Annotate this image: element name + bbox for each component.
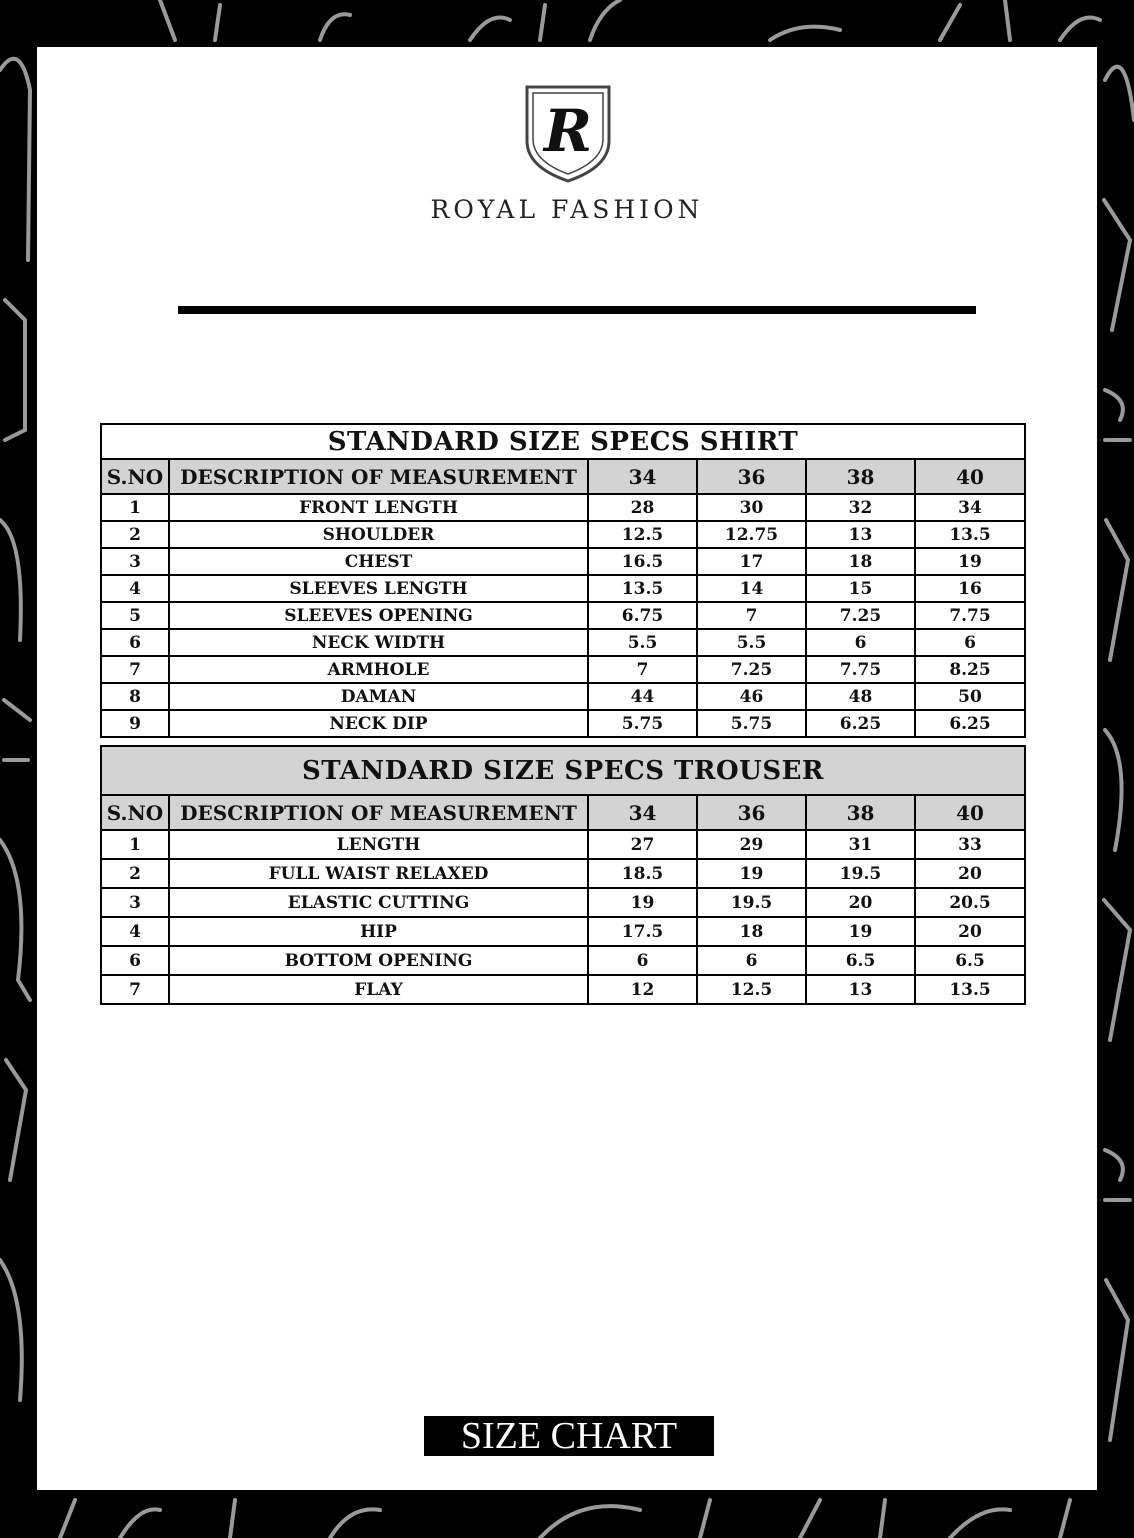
table-cell: 4 — [101, 917, 169, 946]
table-cell: SLEEVES OPENING — [169, 602, 588, 629]
table-row — [101, 975, 1025, 1004]
table-cell: 28 — [588, 494, 697, 521]
column-header: DESCRIPTION OF MEASUREMENT — [169, 459, 588, 494]
table-cell: 14 — [697, 575, 806, 602]
table-cell: 31 — [806, 830, 915, 859]
table-cell: 3 — [101, 548, 169, 575]
table-cell: 6 — [697, 946, 806, 975]
table-cell: 17 — [697, 548, 806, 575]
column-header: 38 — [806, 459, 915, 494]
table-cell: 19.5 — [806, 859, 915, 888]
table-cell: 16 — [915, 575, 1025, 602]
table-cell: 33 — [915, 830, 1025, 859]
table-row — [101, 575, 1025, 602]
table-cell: FRONT LENGTH — [169, 494, 588, 521]
table-cell: 18.5 — [588, 859, 697, 888]
table-row — [101, 548, 1025, 575]
table-cell: 6.25 — [806, 710, 915, 737]
table-cell: 6.5 — [915, 946, 1025, 975]
table-cell: 19.5 — [697, 888, 806, 917]
table-cell: BOTTOM OPENING — [169, 946, 588, 975]
table-cell: 7.25 — [806, 602, 915, 629]
table-cell: NECK DIP — [169, 710, 588, 737]
table-row — [101, 917, 1025, 946]
table-row — [101, 946, 1025, 975]
table-cell: 32 — [806, 494, 915, 521]
table-cell: 50 — [915, 683, 1025, 710]
table-cell: FULL WAIST RELAXED — [169, 859, 588, 888]
table-row — [101, 629, 1025, 656]
table-cell: 5.5 — [588, 629, 697, 656]
table-cell: DAMAN — [169, 683, 588, 710]
table-cell: 19 — [806, 917, 915, 946]
table-cell: 19 — [588, 888, 697, 917]
table-cell: 6.25 — [915, 710, 1025, 737]
table-cell: 5.5 — [697, 629, 806, 656]
table-cell: 48 — [806, 683, 915, 710]
table-row — [101, 888, 1025, 917]
table-cell: 44 — [588, 683, 697, 710]
column-header: 34 — [588, 459, 697, 494]
table-cell: 1 — [101, 494, 169, 521]
table-row — [101, 859, 1025, 888]
column-header: 36 — [697, 795, 806, 830]
table-cell: SHOULDER — [169, 521, 588, 548]
table-cell: NECK WIDTH — [169, 629, 588, 656]
table-cell: CHEST — [169, 548, 588, 575]
table-cell: 6.75 — [588, 602, 697, 629]
shirt-table-title: STANDARD SIZE SPECS SHIRT — [101, 424, 1025, 459]
table-cell: 4 — [101, 575, 169, 602]
table-cell: 6 — [915, 629, 1025, 656]
table-cell: 7.25 — [697, 656, 806, 683]
table-cell: 13.5 — [588, 575, 697, 602]
table-cell: 34 — [915, 494, 1025, 521]
table-cell: 3 — [101, 888, 169, 917]
trouser-spec-table — [100, 745, 1026, 1005]
table-cell: 5 — [101, 602, 169, 629]
logo-letter: R — [543, 97, 593, 165]
table-row — [101, 830, 1025, 859]
table-cell: 6 — [588, 946, 697, 975]
table-cell: 5.75 — [588, 710, 697, 737]
table-cell: HIP — [169, 917, 588, 946]
table-cell: 1 — [101, 830, 169, 859]
table-cell: 20 — [806, 888, 915, 917]
column-header: 40 — [915, 459, 1025, 494]
table-cell: 12.75 — [697, 521, 806, 548]
table-cell: 20 — [915, 917, 1025, 946]
table-cell: FLAY — [169, 975, 588, 1004]
column-header: 40 — [915, 795, 1025, 830]
table-cell: SLEEVES LENGTH — [169, 575, 588, 602]
table-cell: 19 — [915, 548, 1025, 575]
size-chart-card — [37, 47, 1097, 1490]
table-cell: 19 — [697, 859, 806, 888]
table-row — [101, 710, 1025, 737]
table-row — [101, 602, 1025, 629]
table-cell: LENGTH — [169, 830, 588, 859]
royal-fashion-shield-logo-icon — [523, 83, 613, 183]
size-chart-label: SIZE CHART — [424, 1416, 714, 1456]
table-cell: 13 — [806, 521, 915, 548]
table-cell: 8 — [101, 683, 169, 710]
table-cell: 13.5 — [915, 975, 1025, 1004]
table-cell: 12.5 — [697, 975, 806, 1004]
trouser-header-row — [101, 795, 1025, 830]
column-header: 36 — [697, 459, 806, 494]
table-cell: 46 — [697, 683, 806, 710]
table-cell: 5.75 — [697, 710, 806, 737]
table-cell: 17.5 — [588, 917, 697, 946]
table-row — [101, 521, 1025, 548]
table-cell: 12.5 — [588, 521, 697, 548]
table-cell: 18 — [806, 548, 915, 575]
table-cell: 13.5 — [915, 521, 1025, 548]
table-cell: 6.5 — [806, 946, 915, 975]
table-cell: 7.75 — [915, 602, 1025, 629]
table-row — [101, 683, 1025, 710]
table-cell: 15 — [806, 575, 915, 602]
table-cell: 9 — [101, 710, 169, 737]
table-cell: ELASTIC CUTTING — [169, 888, 588, 917]
table-cell: 8.25 — [915, 656, 1025, 683]
table-cell: 7 — [588, 656, 697, 683]
shirt-spec-table — [100, 423, 1026, 738]
table-cell: 13 — [806, 975, 915, 1004]
column-header: S.NO — [101, 459, 169, 494]
table-cell: 30 — [697, 494, 806, 521]
table-cell: 2 — [101, 859, 169, 888]
table-cell: 7.75 — [806, 656, 915, 683]
table-cell: 6 — [101, 946, 169, 975]
shirt-header-row — [101, 459, 1025, 494]
table-row — [101, 494, 1025, 521]
table-cell: 6 — [101, 629, 169, 656]
table-cell: 20.5 — [915, 888, 1025, 917]
table-cell: 12 — [588, 975, 697, 1004]
table-cell: 6 — [806, 629, 915, 656]
table-cell: 18 — [697, 917, 806, 946]
table-cell: 20 — [915, 859, 1025, 888]
table-cell: 7 — [101, 656, 169, 683]
table-cell: ARMHOLE — [169, 656, 588, 683]
table-cell: 29 — [697, 830, 806, 859]
column-header: 38 — [806, 795, 915, 830]
table-cell: 7 — [697, 602, 806, 629]
table-cell: 16.5 — [588, 548, 697, 575]
divider-rule — [178, 306, 976, 314]
table-cell: 2 — [101, 521, 169, 548]
table-row — [101, 656, 1025, 683]
table-cell: 27 — [588, 830, 697, 859]
table-cell: 7 — [101, 975, 169, 1004]
column-header: 34 — [588, 795, 697, 830]
column-header: S.NO — [101, 795, 169, 830]
brand-name: ROYAL FASHION — [430, 195, 704, 224]
trouser-table-title: STANDARD SIZE SPECS TROUSER — [101, 746, 1025, 795]
column-header: DESCRIPTION OF MEASUREMENT — [169, 795, 588, 830]
